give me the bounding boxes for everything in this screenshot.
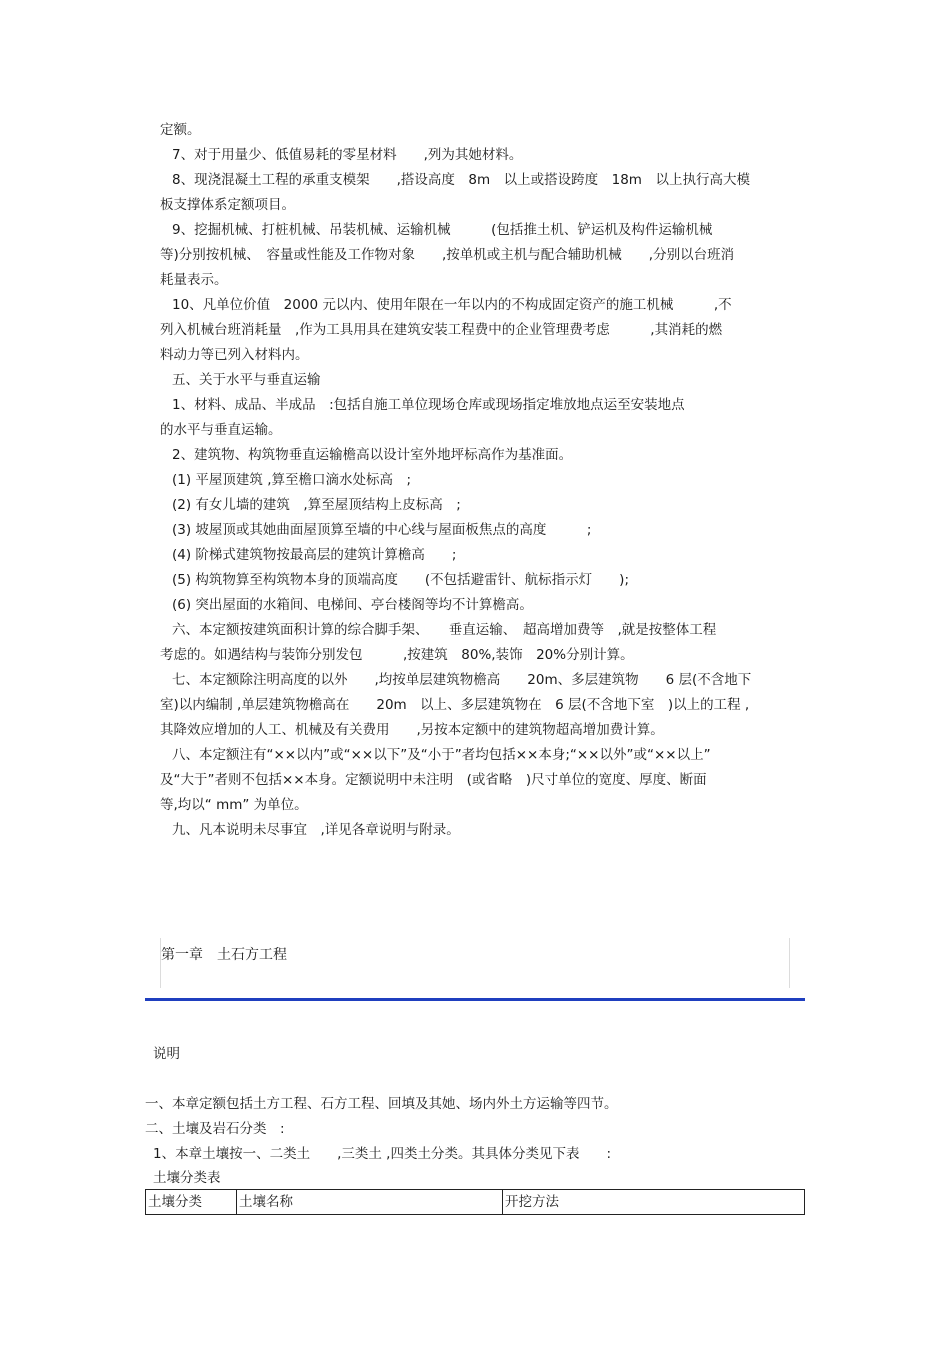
text-line: 列入机械台班消耗量 ,作为工具用具在建筑安装工程费中的企业管理费考虑 ,其消耗的燃 [160,322,723,338]
section-heading: 五、关于水平与垂直运输 [172,372,321,388]
text-line: 的水平与垂直运输。 [160,422,282,438]
text-line: 七、本定额除注明高度的以外 ,均按单层建筑物檐高 20m、多层建筑物 6 层(不含地下 [172,672,752,688]
text-line: 等)分别按机械、 容量或性能及工作物对象 ,按单机或主机与配合辅助机械 ,分别以台班消 [160,247,735,263]
section-title: 说明 [153,1046,180,1062]
chapter-header [160,938,790,988]
text-line: 室)以内编制 ,单层建筑物檐高在 20m 以上、多层建筑物在 6 层(不含地下室 )以上的工程 , [160,697,750,713]
soil-classification-table [145,1189,805,1215]
list-item: (6) 突出屋面的水箱间、电梯间、亭台楼阁等均不计算檐高。 [172,597,533,613]
text-line: 九、凡本说明未尽事宜 ,详见各章说明与附录。 [172,822,460,838]
text-line: 及“大于”者则不包括××本身。定额说明中未注明 (或省略 )尺寸单位的宽度、厚度、断面 [160,772,707,788]
text-line: 定额。 [160,122,201,138]
list-item: (5) 构筑物算至构筑物本身的顶端高度 (不包括避雷针、航标指示灯 ); [172,572,629,588]
text-line: 一、本章定额包括土方工程、石方工程、回填及其她、场内外土方运输等四节。 [145,1096,618,1112]
table-header-row [146,1190,805,1215]
text-line: 10、凡单位价值 2000 元以内、使用年限在一年以内的不构成固定资产的施工机械 ,不 [172,297,732,313]
text-line: 料动力等已列入材料内。 [160,347,309,363]
list-item: (1) 平屋顶建筑 ,算至檐口滴水处标高 ; [172,472,412,488]
column-header-soil-name: 土壤名称 [237,1190,503,1215]
text-line: 考虑的。如遇结构与装饰分别发包 ,按建筑 80%,装饰 20%分别计算。 [160,647,634,663]
column-header-excavation-method: 开挖方法 [503,1190,805,1215]
table-caption: 土壤分类表 [153,1170,221,1186]
text-line: 二、土壤及岩石分类 : [145,1121,285,1137]
text-line: 2、建筑物、构筑物垂直运输檐高以设计室外地坪标高作为基准面。 [172,447,573,463]
list-item: (2) 有女儿墙的建筑 ,算至屋顶结构上皮标高 ; [172,497,461,513]
text-line: 耗量表示。 [160,272,228,288]
text-line: 板支撑体系定额项目。 [160,197,295,213]
text-line: 9、挖掘机械、打桩机械、吊装机械、运输机械 (包括推土机、铲运机及构件运输机械 [172,222,713,238]
list-item: (3) 坡屋顶或其她曲面屋顶算至墙的中心线与屋面板焦点的高度 ; [172,522,592,538]
text-line: 1、本章土壤按一、二类土 ,三类土 ,四类土分类。其具体分类见下表 : [153,1146,612,1162]
text-line: 八、本定额注有“××以内”或“××以下”及“小于”者均包括××本身;“××以外”或“××以上” [172,747,711,763]
text-line: 其降效应增加的人工、机械及有关费用 ,另按本定额中的建筑物超高增加费计算。 [160,722,664,738]
text-line: 7、对于用量少、低值易耗的零星材料 ,列为其她材料。 [172,147,523,163]
text-line: 六、本定额按建筑面积计算的综合脚手架、 垂直运输、 超高增加费等 ,就是按整体工程 [172,622,717,638]
text-line: 等,均以“ mm” 为单位。 [160,797,308,813]
chapter-title: 第一章 土石方工程 [161,947,287,963]
text-line: 1、材料、成品、半成品 :包括自施工单位现场仓库或现场指定堆放地点运至安装地点 [172,397,685,413]
column-header-soil-class: 土壤分类 [146,1190,237,1215]
chapter-divider [145,998,805,1001]
list-item: (4) 阶梯式建筑物按最高层的建筑计算檐高 ; [172,547,457,563]
text-line: 8、现浇混凝土工程的承重支模架 ,搭设高度 8m 以上或搭设跨度 18m 以上执行高大模 [172,172,750,188]
